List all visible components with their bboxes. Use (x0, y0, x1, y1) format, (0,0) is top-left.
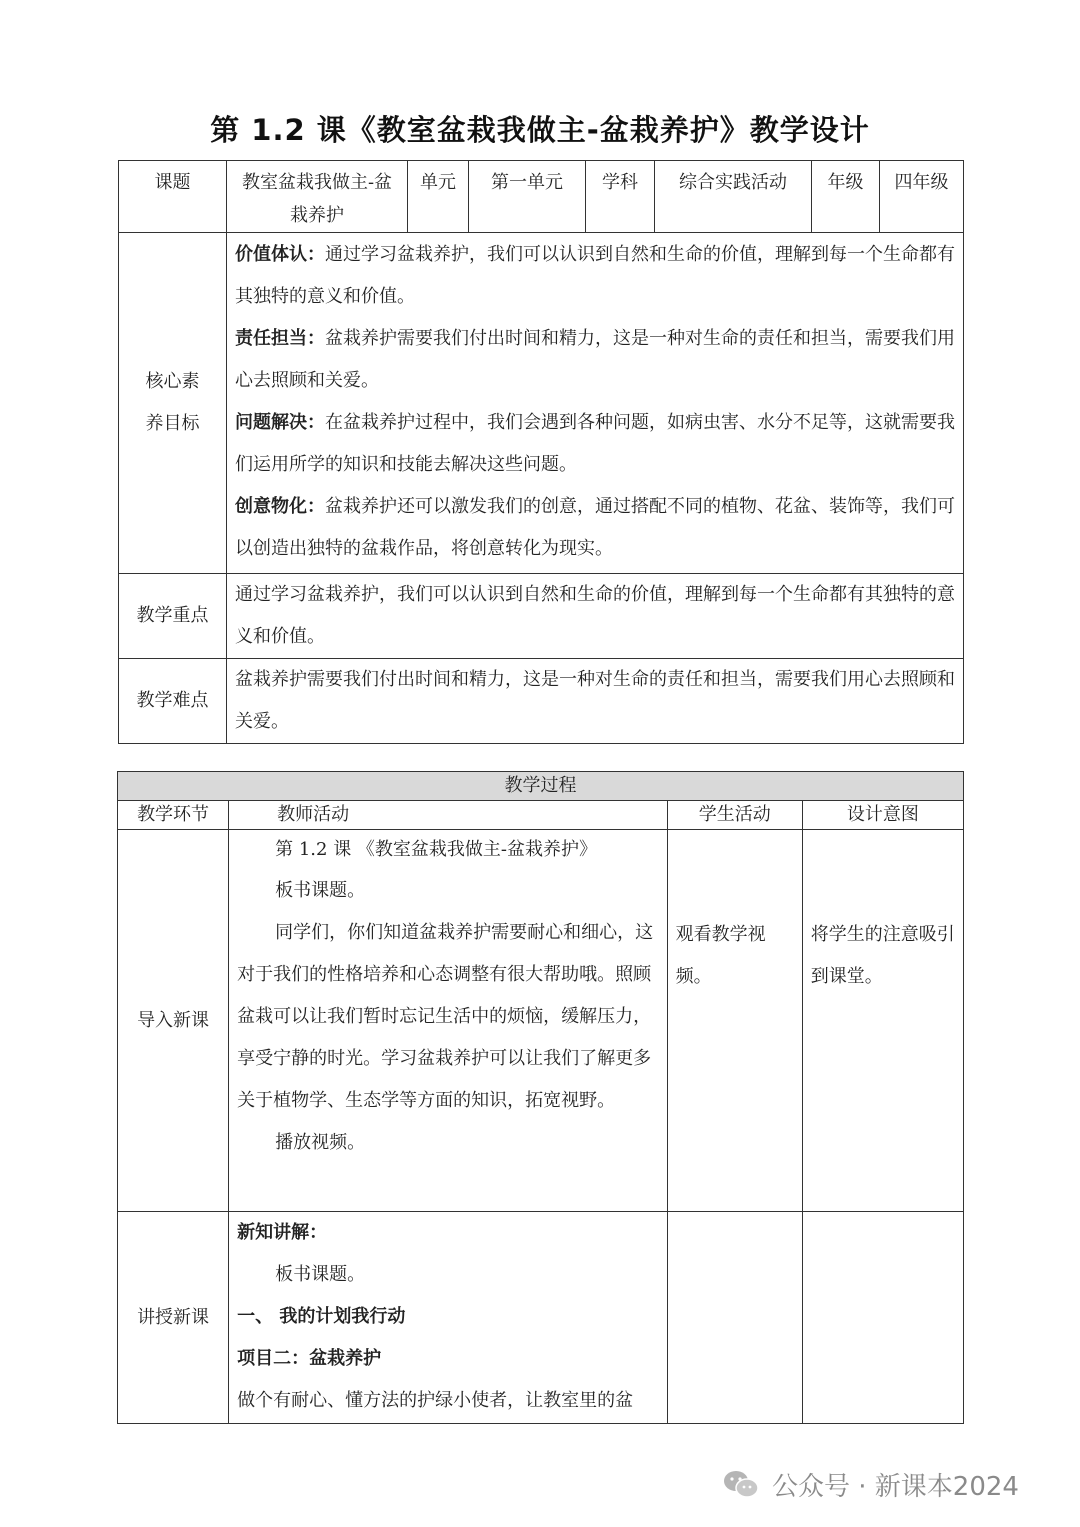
key-point-text: 通过学习盆栽养护，我们可以认识到自然和生命的价值，理解到每一个生命都有其独特的意义和价值。 (227, 574, 964, 659)
teach-intent (802, 1212, 963, 1424)
topic-label: 课题 (119, 161, 227, 233)
process-table (117, 771, 964, 1424)
process-header: 教学过程 (118, 772, 964, 801)
core-goals (227, 233, 964, 574)
topic-value: 教室盆栽我做主-盆栽养护 (227, 161, 408, 233)
teach-stage: 讲授新课 (118, 1212, 229, 1424)
teach-new-knowledge: 新知讲解： (237, 1222, 328, 1243)
difficulty-label: 教学难点 (119, 659, 227, 744)
core-goal-responsibility: 责任担当：盆栽养护需要我们付出时间和精力，这是一种对生命的责任和担当，需要我们用心去照顾和关爱。 (235, 328, 955, 391)
page-title: 第 1.2 课《教室盆栽我做主-盆栽养护》教学设计 (210, 113, 870, 147)
wechat-icon (722, 1468, 760, 1500)
core-goal-value: 价值体认：通过学习盆栽养护，我们可以认识到自然和生命的价值，理解到每一个生命都有其独特的意义和价值。 (235, 244, 955, 307)
intro-lesson-line: 第 1.2 课 《教室盆栽我做主-盆栽养护》 (275, 839, 597, 860)
teach-section: 一、 我的计划我行动 (237, 1306, 406, 1327)
intro-stage: 导入新课 (118, 830, 229, 1212)
core-goal-creativity: 创意物化：盆栽养护还可以激发我们的创意，通过搭配不同的植物、花盆、装饰等，我们可以创造出独特的盆栽作品，将创意转化为现实。 (235, 496, 955, 559)
core-goal-problem: 问题解决：在盆栽养护过程中，我们会遇到各种问题，如病虫害、水分不足等，这就需要我们运用所学的知识和技能去解决这些问题。 (235, 412, 955, 475)
teach-board: 板书课题。 (275, 1264, 366, 1285)
teach-student (667, 1212, 802, 1424)
watermark-text: 公众号 · 新课本2024 (772, 1471, 1019, 1502)
intro-intent: 将学生的注意吸引到课堂。 (802, 830, 963, 1212)
watermark (722, 1462, 1019, 1506)
col-student: 学生活动 (667, 801, 802, 830)
intro-teacher (229, 830, 668, 1212)
grade-label: 年级 (812, 161, 880, 233)
difficulty-text: 盆栽养护需要我们付出时间和精力，这是一种对生命的责任和担当，需要我们用心去照顾和关爱。 (227, 659, 964, 744)
intro-board: 板书课题。 (275, 880, 366, 901)
teach-paragraph: 做个有耐心、懂方法的护绿小使者，让教室里的盆 (237, 1390, 634, 1411)
teach-teacher (229, 1212, 668, 1424)
unit-value: 第一单元 (469, 161, 586, 233)
subject-label: 学科 (586, 161, 655, 233)
lesson-info-table (118, 160, 964, 744)
key-point-label: 教学重点 (119, 574, 227, 659)
intro-play: 播放视频。 (275, 1132, 366, 1153)
col-intent: 设计意图 (802, 801, 963, 830)
unit-label: 单元 (408, 161, 469, 233)
intro-paragraph: 同学们，你们知道盆栽养护需要耐心和细心，这对于我们的性格培养和心态调整有很大帮助哦。照顾盆栽可以让我们暂时忘记生活中的烦恼，缓解压力，享受宁静的时光。学习盆栽养护可以让我们了解更多关于植物学、生态学等方面的知识，拓宽视野。 (237, 922, 654, 1111)
intro-student: 观看教学视频。 (667, 830, 802, 1212)
col-stage: 教学环节 (118, 801, 229, 830)
teach-project: 项目二：盆栽养护 (237, 1348, 382, 1369)
grade-value: 四年级 (880, 161, 964, 233)
subject-value: 综合实践活动 (655, 161, 812, 233)
core-label: 核心素养目标 (119, 233, 227, 574)
col-teacher: 教师活动 (229, 801, 668, 830)
